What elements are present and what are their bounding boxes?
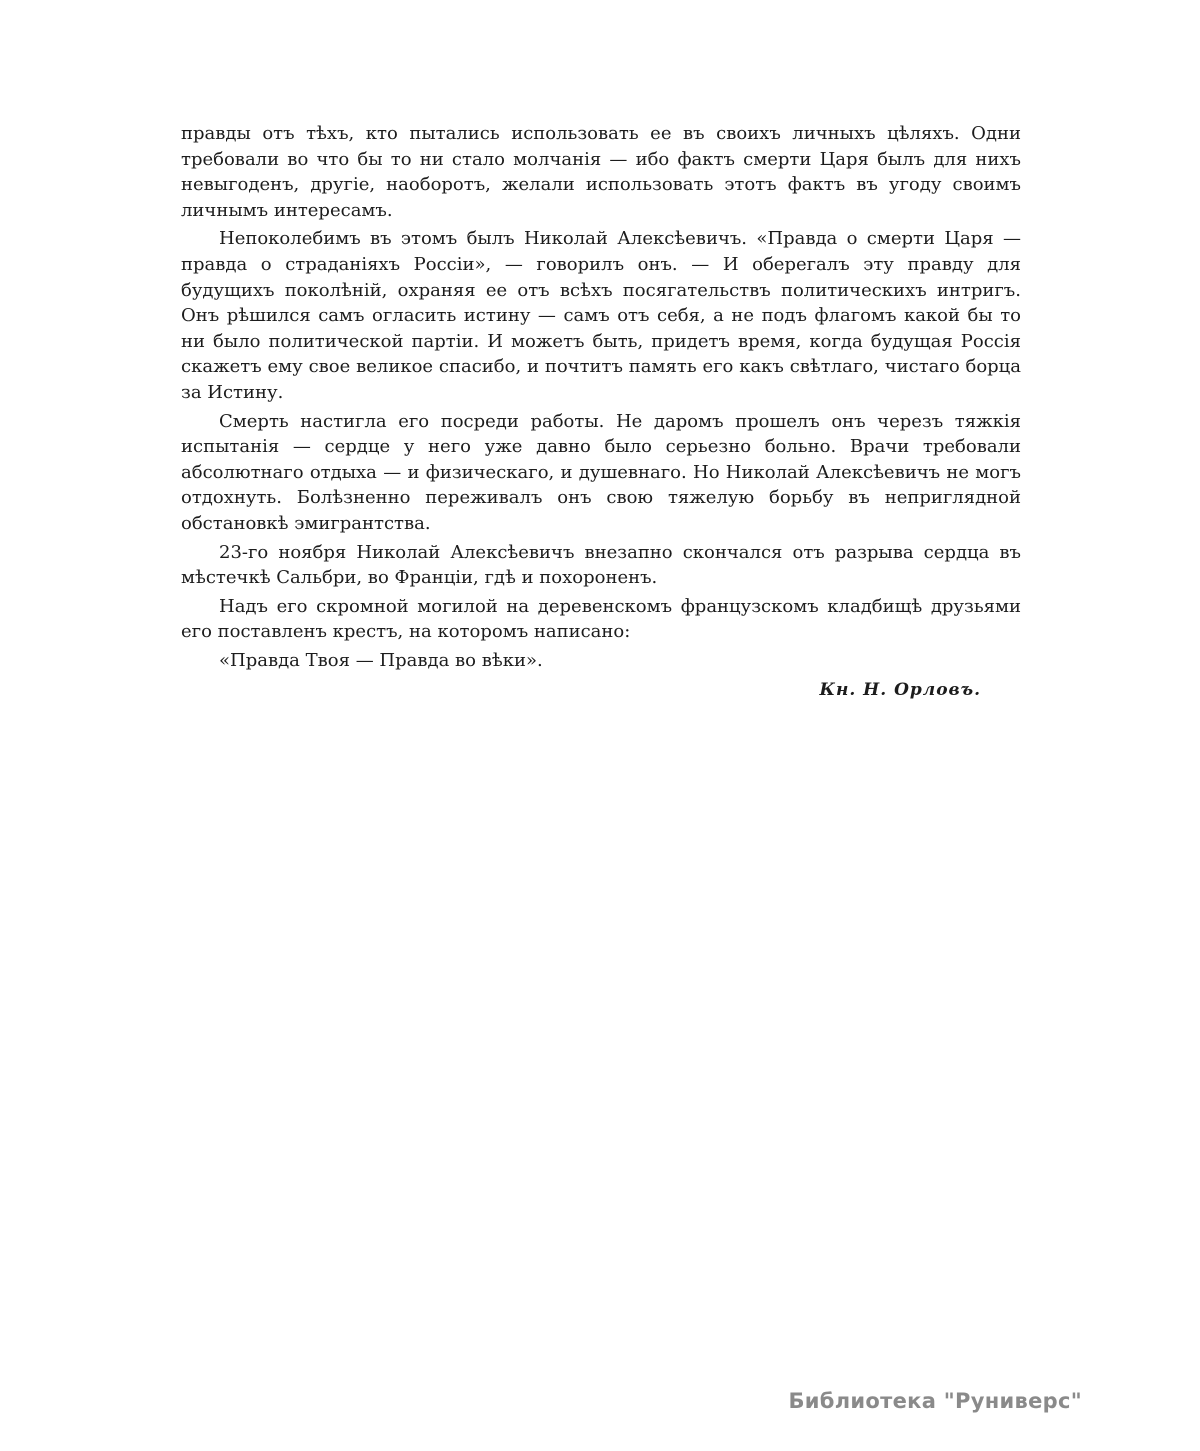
paragraph-3: Смерть настигла его посреди работы. Не даромъ прошелъ онъ черезъ тяжкія испытанія — сердце у него уже давно было серьезно больно. Врачи требовали абсолютнаго отдыха — и физическаго, и душевнаго. Но Николай Алексѣевичъ не могъ отдохнуть. Болѣзненно переживалъ онъ свою тяжелую борьбу въ неприглядной обстановкѣ эмигрантства. (181, 410, 1021, 534)
library-watermark: Библиотека "Руниверс" (788, 1389, 1082, 1413)
paragraph-2: Непоколебимъ въ этомъ былъ Николай Алексѣевичъ. «Правда о смерти Царя — правда о страданіяхъ Россіи», — говорилъ онъ. — И оберегалъ эту правду для будущихъ поколѣній, охраняя ее отъ всѣхъ посягательствъ политическихъ интригъ. Онъ рѣшился самъ огласить истину — самъ отъ себя, а не подъ флагомъ какой бы то ни было политической партіи. И можетъ быть, придетъ время, когда будущая Россія скажетъ ему свое великое спасибо, и почтитъ память его какъ свѣтлаго, чистаго борца за Истину. (181, 228, 1021, 403)
document-body (181, 121, 1021, 703)
paragraph-5: Надъ его скромной могилой на деревенскомъ французскомъ кладбищѣ друзьями его поставленъ крестъ, на которомъ написано: (181, 595, 1021, 643)
paragraph-4: 23-го ноября Николай Алексѣевичъ внезапно скончался отъ разрыва сердца въ мѣстечкѣ Сальбри, во Франціи, гдѣ и похороненъ. (181, 541, 1021, 589)
paragraph-1: правды отъ тѣхъ, кто пытались использовать ее въ своихъ личныхъ цѣляхъ. Одни требовали во что бы то ни стало молчанія — ибо фактъ смерти Царя былъ для нихъ невыгоденъ, другіе, наоборотъ, желали использовать этотъ фактъ въ угоду своимъ личнымъ интересамъ. (181, 123, 1021, 221)
paragraph-6-quote: «Правда Твоя — Правда во вѣки». (219, 649, 543, 671)
author-signature: Кн. Н. Орловъ. (819, 680, 981, 701)
